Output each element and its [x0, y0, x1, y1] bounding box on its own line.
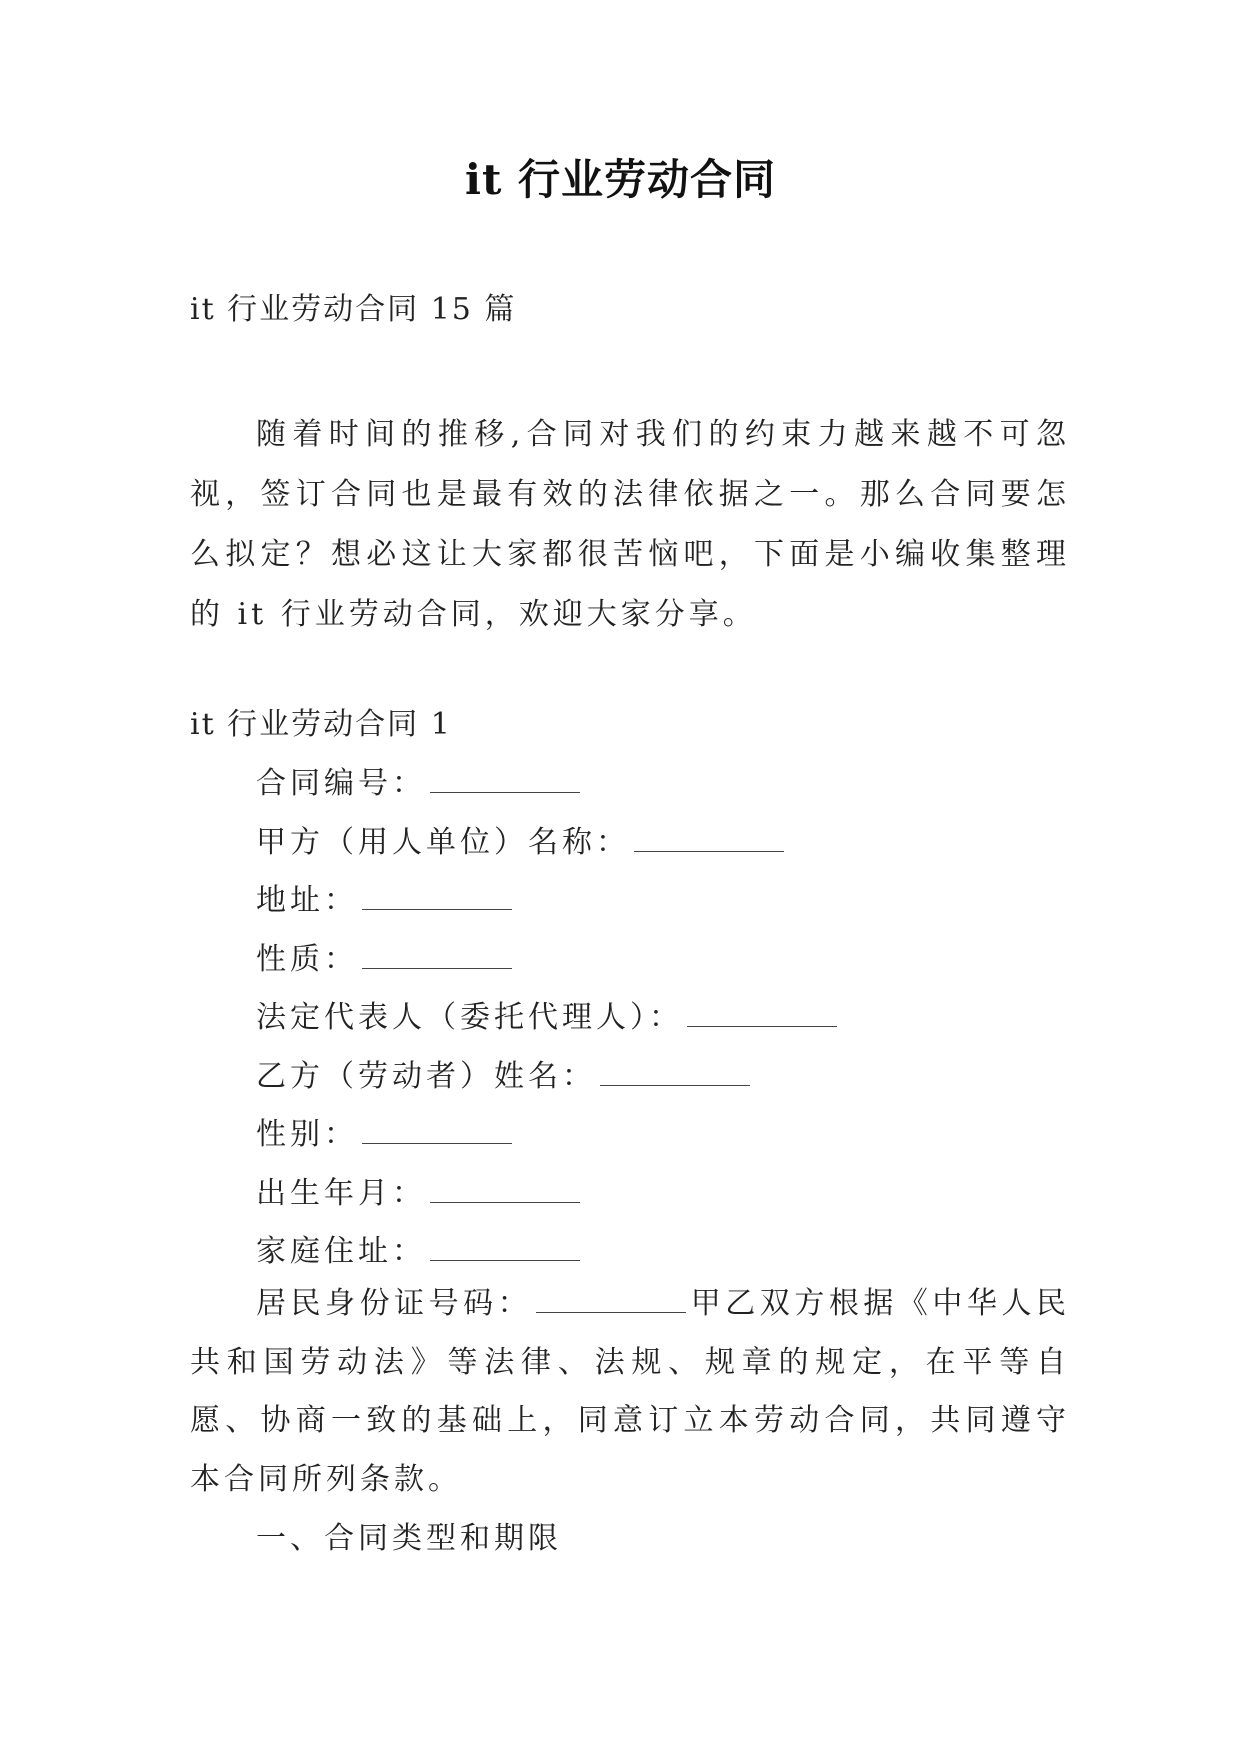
blank-line [600, 1055, 750, 1086]
field-employee-name [256, 1048, 837, 1107]
terms-paragraph [190, 1275, 1070, 1509]
blank-line [430, 1172, 580, 1203]
field-label: 性质： [256, 941, 358, 977]
field-label: 法定代表人（委托代理人）： [256, 1000, 683, 1035]
blank-line [430, 1230, 580, 1261]
blank-line [536, 1282, 686, 1313]
field-employer-name [256, 814, 837, 873]
field-birth-date [256, 1165, 837, 1224]
section-heading: it 行业劳动合同 1 [190, 707, 452, 742]
field-nature [256, 931, 837, 990]
terms-text: 甲乙双方根据《中华人民共和国劳动法》等法律、法规、规章的规定，在平等自愿、协商一致的基础上，同意订立本劳动合同，共同遵守本合同所列条款。 [190, 1286, 1071, 1497]
intro-paragraph: 随着时间的推移,合同对我们的约束力越来越不可忽视，签订合同也是最有效的法律依据之一。那么合同要怎么拟定？想必这让大家都很苦恼吧，下面是小编收集整理的 it 行业劳动合同，欢迎大家分享。 [190, 417, 1070, 632]
field-label: 地址： [256, 883, 358, 918]
blank-line [430, 762, 580, 793]
field-label: 乙方（劳动者）姓名： [256, 1058, 596, 1094]
blank-line [362, 1113, 512, 1144]
field-label: 甲方（用人单位）名称： [256, 824, 630, 860]
id-number-label: 居民身份证号码： [256, 1286, 533, 1321]
field-gender [256, 1106, 837, 1165]
field-home-address [256, 1223, 837, 1282]
field-contract-number [256, 755, 837, 814]
field-label: 性别： [256, 1117, 358, 1152]
document-subtitle: it 行业劳动合同 15 篇 [190, 292, 517, 327]
field-address [256, 872, 837, 931]
field-label: 出生年月： [256, 1175, 426, 1211]
field-label: 家庭住址： [256, 1234, 426, 1269]
blank-line [362, 938, 512, 969]
blank-line [634, 821, 784, 852]
blank-line [362, 879, 512, 910]
blank-line [687, 996, 837, 1027]
field-legal-representative [256, 989, 837, 1048]
document-title: it 行业劳动合同 [465, 155, 776, 204]
field-label: 合同编号： [256, 766, 426, 801]
clause-heading: 一、合同类型和期限 [256, 1521, 562, 1556]
contract-fields-list [256, 755, 837, 1282]
